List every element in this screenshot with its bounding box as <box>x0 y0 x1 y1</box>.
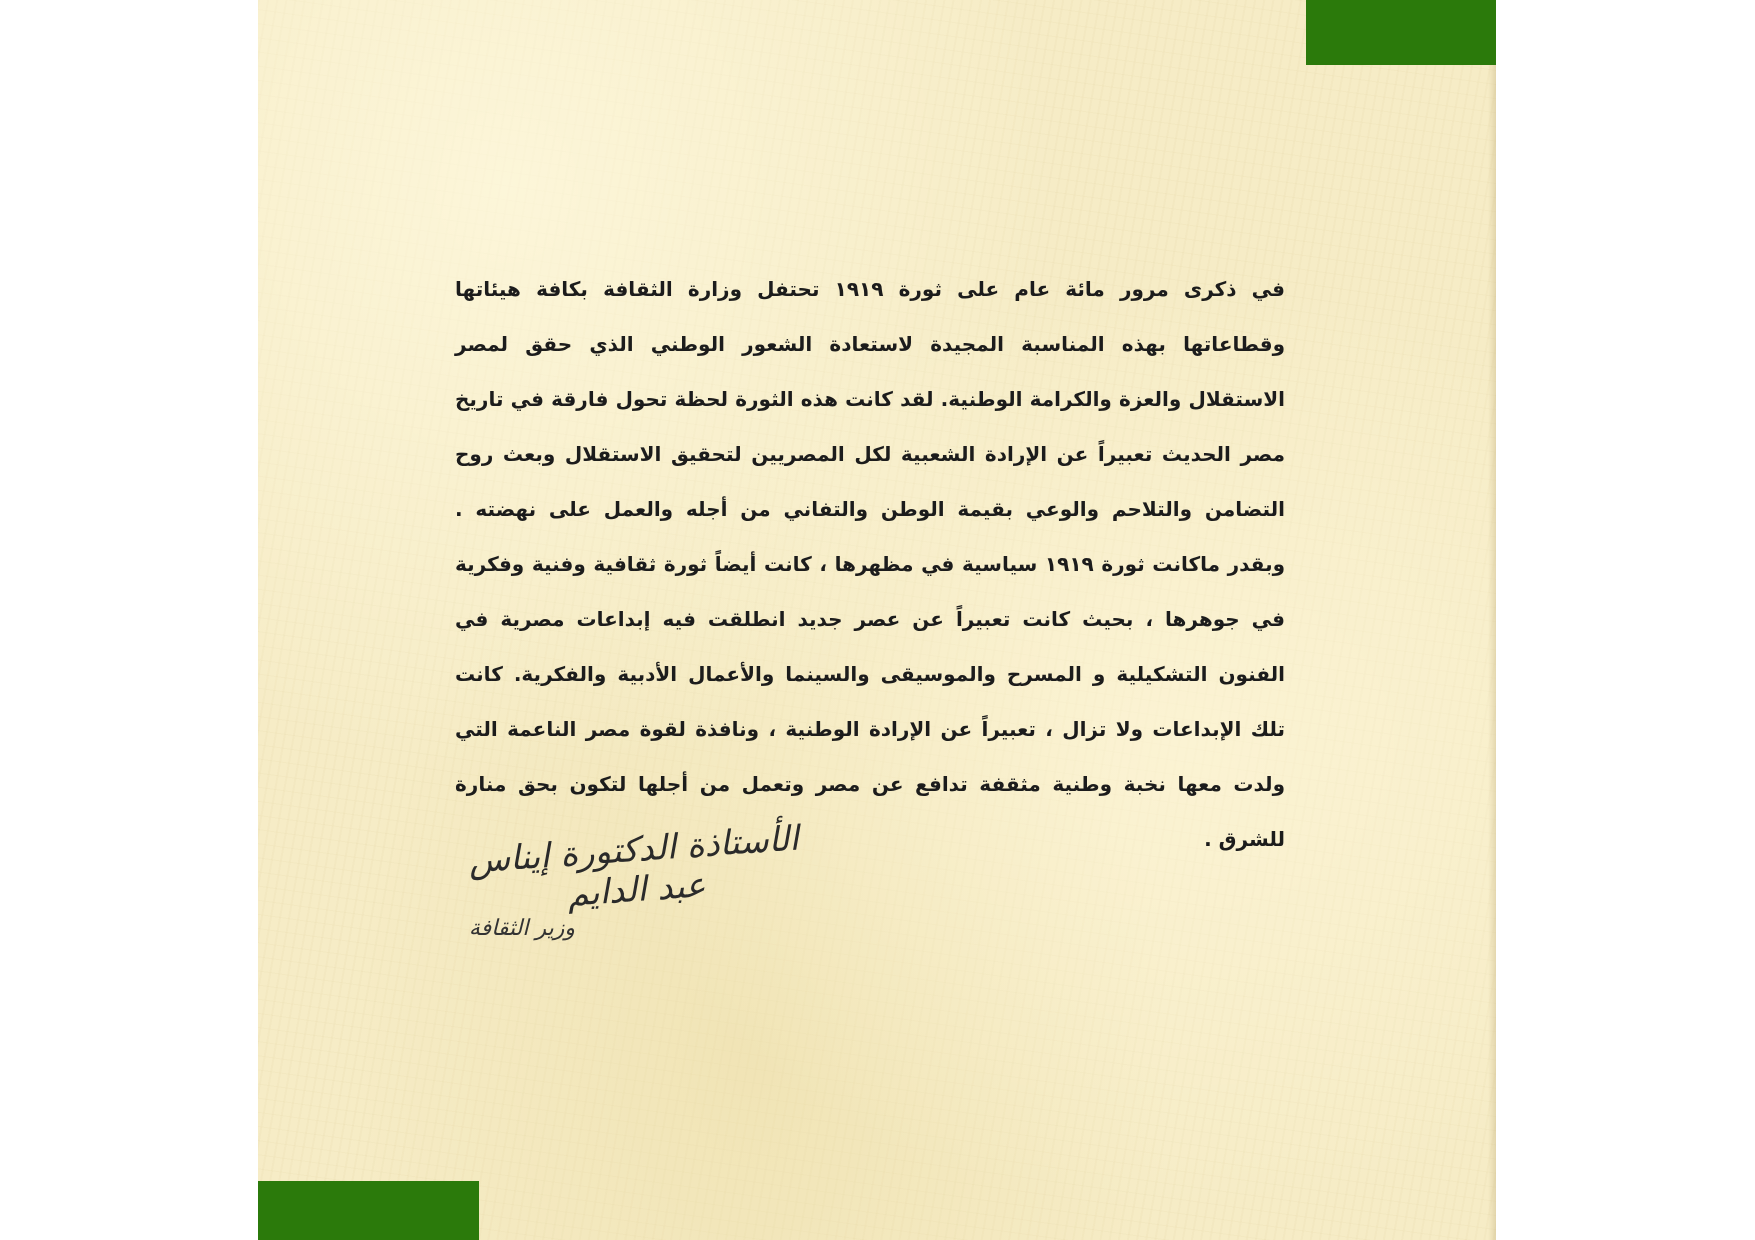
letter-body: في ذكرى مرور مائة عام على ثورة ١٩١٩ تحتفل وزارة الثقافة بكافة هيئاتها وقطاعاتها بهذه المناسبة المجيدة لاستعادة الشعور الوطني الذي حقق لمصر الاستقلال والعزة والكرامة الوطنية. لقد كانت هذه الثورة لحظة تحول فارقة في تاريخ مصر الحديث تعبيراً عن الإرادة الشعبية لكل المصريين لتحقيق الاستقلال وبعث روح التضامن والتلاحم والوعي بقيمة الوطن والتفاني من أجله والعمل على نهضته . وبقدر ماكانت ثورة ١٩١٩ سياسية في مظهرها ، كانت أيضاً ثورة ثقافية وفنية وفكرية في جوهرها ، بحيث كانت تعبيراً عن عصر جديد انطلقت فيه إبداعات مصرية في الفنون التشكيلية و المسرح والموسيقى والسينما والأعمال الأدبية والفكرية. كانت تلك الإبداعات ولا تزال ، تعبيراً عن الإرادة الوطنية ، ونافذة لقوة مصر الناعمة التي ولدت معها نخبة وطنية مثقفة تدافع عن مصر وتعمل من أجلها لتكون بحق منارة للشرق . <box>455 277 1286 851</box>
paper-edge-shadow <box>1488 0 1496 1240</box>
signature-name: الأستاذة الدكتورة إيناس عبد الدايم <box>467 818 800 915</box>
green-accent-bottom <box>258 1181 479 1240</box>
signature-block <box>455 818 815 941</box>
green-accent-top <box>1306 0 1496 65</box>
signature-title: وزير الثقافة <box>468 916 575 941</box>
